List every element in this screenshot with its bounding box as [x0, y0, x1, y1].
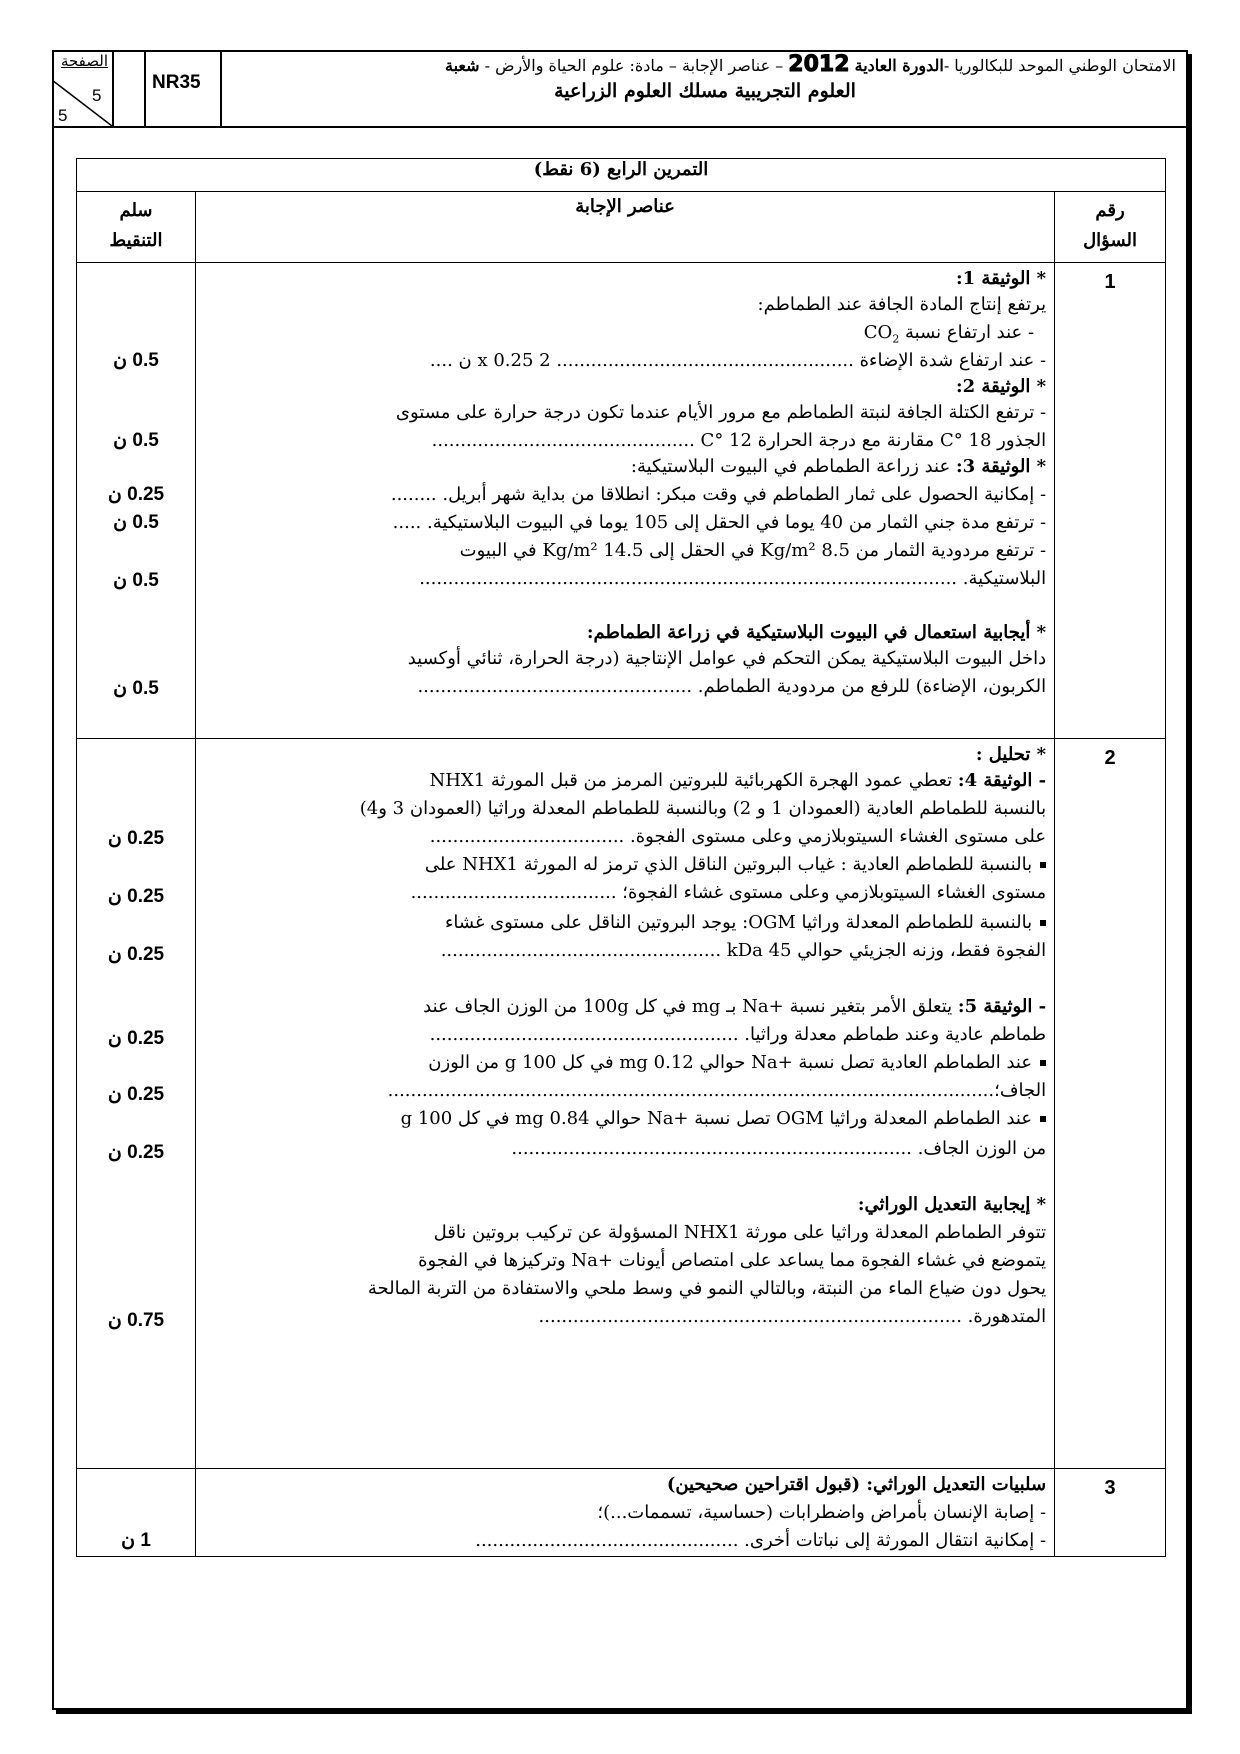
exam-header	[52, 50, 1188, 126]
answer-line	[202, 1193, 1046, 1217]
page-label: الصفحة	[60, 52, 108, 70]
answer-line: - ترتفع مردودية الثمار من Kg/m² 8.5 في الحقل إلى Kg/m² 14.5 في البيوت	[459, 540, 1047, 561]
answer-line: بالنسبة للطماطم العادية (العمودان 1 و 2) وبالنسبة للطماطم المعدلة وراثيا (العمودان 3 و4)	[359, 798, 1047, 819]
header-session: الدورة العادية	[854, 56, 944, 75]
col-num-label-2: السؤال	[1083, 230, 1137, 251]
answer-line: - إمكانية الحصول على ثمار الطماطم في وقت مبكر: انطلاقا من بداية شهر أبريل. ........	[390, 484, 1047, 505]
col-answer-elements: عناصر الإجابة	[196, 192, 1055, 263]
answer-line: - ترتفع مدة جني الثمار من 40 يوما في الحقل إلى 105 يوما في البيوت البلاستيكية. .....	[392, 512, 1047, 533]
answer-line	[202, 1051, 1046, 1075]
question-number: 3	[1055, 1469, 1166, 1557]
exam-code: NR35	[152, 72, 201, 93]
col-score-label-2: التنقيط	[109, 230, 163, 251]
score-value: 0.25 ن	[107, 1084, 165, 1105]
page-number-box	[52, 50, 114, 126]
answer-line: يرتفع إنتاج المادة الجافة عند الطماطم:	[757, 294, 1047, 315]
col-question-number	[1055, 192, 1166, 263]
answer-text: عند زراعة الطماطم في البيوت البلاستيكية:	[630, 456, 956, 477]
bullet-icon	[1040, 862, 1046, 868]
score-value: 0.25 ن	[107, 1142, 165, 1163]
table-row	[77, 739, 1166, 1469]
score-value: 0.5 ن	[113, 350, 159, 371]
answer-line: يتموضع في غشاء الفجوة مما يساعد على امتصاص أيونات +Na وتركيزها في الفجوة	[418, 1250, 1047, 1271]
answer-line: الجاف؛..........................................................................................................	[387, 1080, 1047, 1101]
score-value: 0.25 ن	[107, 1028, 165, 1049]
doc-title: * الوثيقة 2:	[955, 376, 1047, 397]
answer-line: داخل البيوت البلاستيكية يمكن التحكم في عوامل الإنتاجية (درجة الحرارة، ثنائي أوكسيد	[407, 648, 1047, 669]
answer-line: الفجوة فقط، وزنه الجزيئي حوالي 45 kDa .................................................	[440, 940, 1047, 961]
table-title-row	[77, 159, 1166, 192]
section-title: * تحليل :	[975, 744, 1047, 765]
answer-text: بالنسبة للطماطم العادية : غياب البروتين الناقل الذي ترمز له المورثة NHX1 على	[424, 854, 1033, 875]
answer-line	[202, 455, 1046, 479]
answer-cell	[196, 263, 1055, 739]
answer-line	[202, 911, 1046, 935]
header-subject: علوم الحياة والأرض	[495, 56, 625, 75]
score-value: 0.75 ن	[107, 1310, 165, 1331]
answer-line	[202, 1473, 1046, 1497]
answer-line: على مستوى الغشاء السيتوبلازمي وعلى مستوى الفجوة. ..................................	[429, 826, 1047, 847]
score-value: 0.5 ن	[113, 430, 159, 451]
answer-line	[202, 769, 1046, 793]
answer-line: يحول دون ضياع الماء من النبتة، وبالتالي النمو في وسط ملحي والاستفادة من التربة المالحة	[367, 1278, 1047, 1299]
bullet-icon	[1040, 920, 1046, 926]
question-number: 2	[1055, 739, 1166, 1469]
header-title	[228, 50, 1182, 126]
answer-line: مستوى الغشاء السيتوبلازمي وعلى مستوى غشاء الفجوة؛ ....................................	[410, 882, 1047, 903]
answer-text: يتعلق الأمر بتغير نسبة +Na بـ mg في كل 100g من الوزن الجاف عند	[423, 996, 958, 1017]
answer-cell	[196, 739, 1055, 1469]
doc-title: - الوثيقة 5:	[957, 996, 1047, 1017]
answer-line	[202, 621, 1046, 645]
answer-table	[76, 158, 1166, 1557]
answer-line: - إصابة الإنسان بأمراض واضطرابات (حساسية، تسممات...)؛	[597, 1502, 1047, 1523]
score-cell	[77, 1469, 196, 1557]
answer-line	[202, 995, 1046, 1019]
answer-line: طماطم عادية وعند طماطم معدلة وراثيا. ......................................................	[429, 1024, 1047, 1045]
table-row	[77, 263, 1166, 739]
header-line-2: العلوم التجريبية مسلك العلوم الزراعية	[554, 80, 856, 102]
score-value: 1 ن	[121, 1530, 151, 1551]
answer-line: - إمكانية انتقال المورثة إلى نباتات أخرى. ..............................................	[475, 1530, 1047, 1551]
score-value: 0.25 ن	[107, 944, 165, 965]
answer-line: الكربون، الإضاءة) للرفع من مردودية الطماطم. ................................................	[417, 676, 1047, 697]
header-line-1	[445, 52, 1176, 77]
page-total: 5	[58, 106, 68, 125]
header-exam-name: الامتحان الوطني الموحد للبكالوريا -	[943, 56, 1176, 75]
answer-line	[202, 267, 1046, 291]
page-current: 5	[92, 86, 102, 105]
answer-line	[202, 743, 1046, 767]
score-value: 0.5 ن	[113, 678, 159, 699]
doc-title: - الوثيقة 4:	[957, 770, 1047, 791]
exam-code-box	[144, 50, 222, 126]
answer-line	[202, 321, 1034, 352]
score-cell	[77, 739, 196, 1469]
score-value: 0.25 ن	[107, 886, 165, 907]
answer-text: عند الطماطم العادية تصل نسبة +Na حوالي 0.12 mg في كل 100 g من الوزن	[428, 1052, 1033, 1073]
header-rule	[52, 126, 1188, 128]
answer-line: من الوزن الجاف. ......................................................................	[511, 1138, 1047, 1159]
col-scoring	[77, 192, 196, 263]
answer-cell	[196, 1469, 1055, 1557]
answer-line: - ترتفع الكتلة الجافة لنبتة الطماطم مع مرور الأيام عندما تكون درجة حرارة على مستوى	[395, 402, 1047, 423]
bullet-icon	[1040, 1060, 1046, 1066]
answer-text: بالنسبة للطماطم المعدلة وراثيا OGM: يوجد البروتين الناقل على مستوى غشاء	[444, 912, 1033, 933]
header-branch: شعبة	[444, 56, 480, 75]
table-header-row	[77, 192, 1166, 263]
section-title: * أيجابية استعمال في البيوت البلاستيكية في زراعة الطماطم:	[586, 622, 1047, 643]
header-answer-label: – عناصر الإجابة – مادة:	[624, 56, 789, 75]
answer-line	[202, 1107, 1046, 1131]
col-num-label-1: رقم	[1095, 200, 1125, 221]
header-separator: -	[479, 56, 496, 75]
answer-line: الجذور C° 18 مقارنة مع درجة الحرارة C° 12 ..............................................	[431, 430, 1047, 451]
score-value: 0.25 ن	[107, 484, 165, 505]
answer-line: - عند ارتفاع شدة الإضاءة .................................................... 2 x 0.25 ن ....	[429, 350, 1047, 371]
answer-text: - عند ارتفاع نسبة CO	[863, 322, 1035, 343]
doc-title: * الوثيقة 1:	[955, 268, 1047, 289]
question-number: 1	[1055, 263, 1166, 739]
bullet-icon	[1040, 1116, 1046, 1122]
score-cell	[77, 263, 196, 739]
answer-line: البلاستيكية. ..............................................................................................	[419, 568, 1047, 589]
table-row	[77, 1469, 1166, 1557]
frame-shadow	[56, 1710, 1192, 1714]
answer-line	[202, 375, 1046, 399]
score-value: 0.25 ن	[107, 828, 165, 849]
answer-line: تتوفر الطماطم المعدلة وراثيا على مورثة NHX1 المسؤولة عن تركيب بروتين ناقل	[433, 1222, 1047, 1243]
section-title: سلبيات التعديل الوراثي: (قبول اقتراحين صحيحين)	[666, 1474, 1047, 1495]
answer-line: المتدهورة. ..........................................................................	[538, 1306, 1047, 1327]
frame-shadow	[1188, 54, 1192, 1714]
subscript: 2	[892, 332, 900, 346]
answer-text: تعطي عمود الهجرة الكهربائية للبروتين المرمز من قبل المورثة NHX1	[429, 770, 958, 791]
col-score-label-1: سلم	[119, 200, 153, 221]
score-value: 0.5 ن	[113, 512, 159, 533]
section-title: * إيجابية التعديل الوراثي:	[857, 1194, 1047, 1215]
doc-title: * الوثيقة 3:	[955, 456, 1047, 477]
score-value: 0.5 ن	[113, 570, 159, 591]
answer-text: عند الطماطم المعدلة وراثيا OGM تصل نسبة +Na حوالي 0.84 mg في كل 100 g	[400, 1108, 1033, 1129]
header-year: 2012	[788, 52, 850, 77]
exercise-title: التمرين الرابع (6 نقط)	[77, 159, 1166, 192]
answer-line	[202, 853, 1046, 877]
